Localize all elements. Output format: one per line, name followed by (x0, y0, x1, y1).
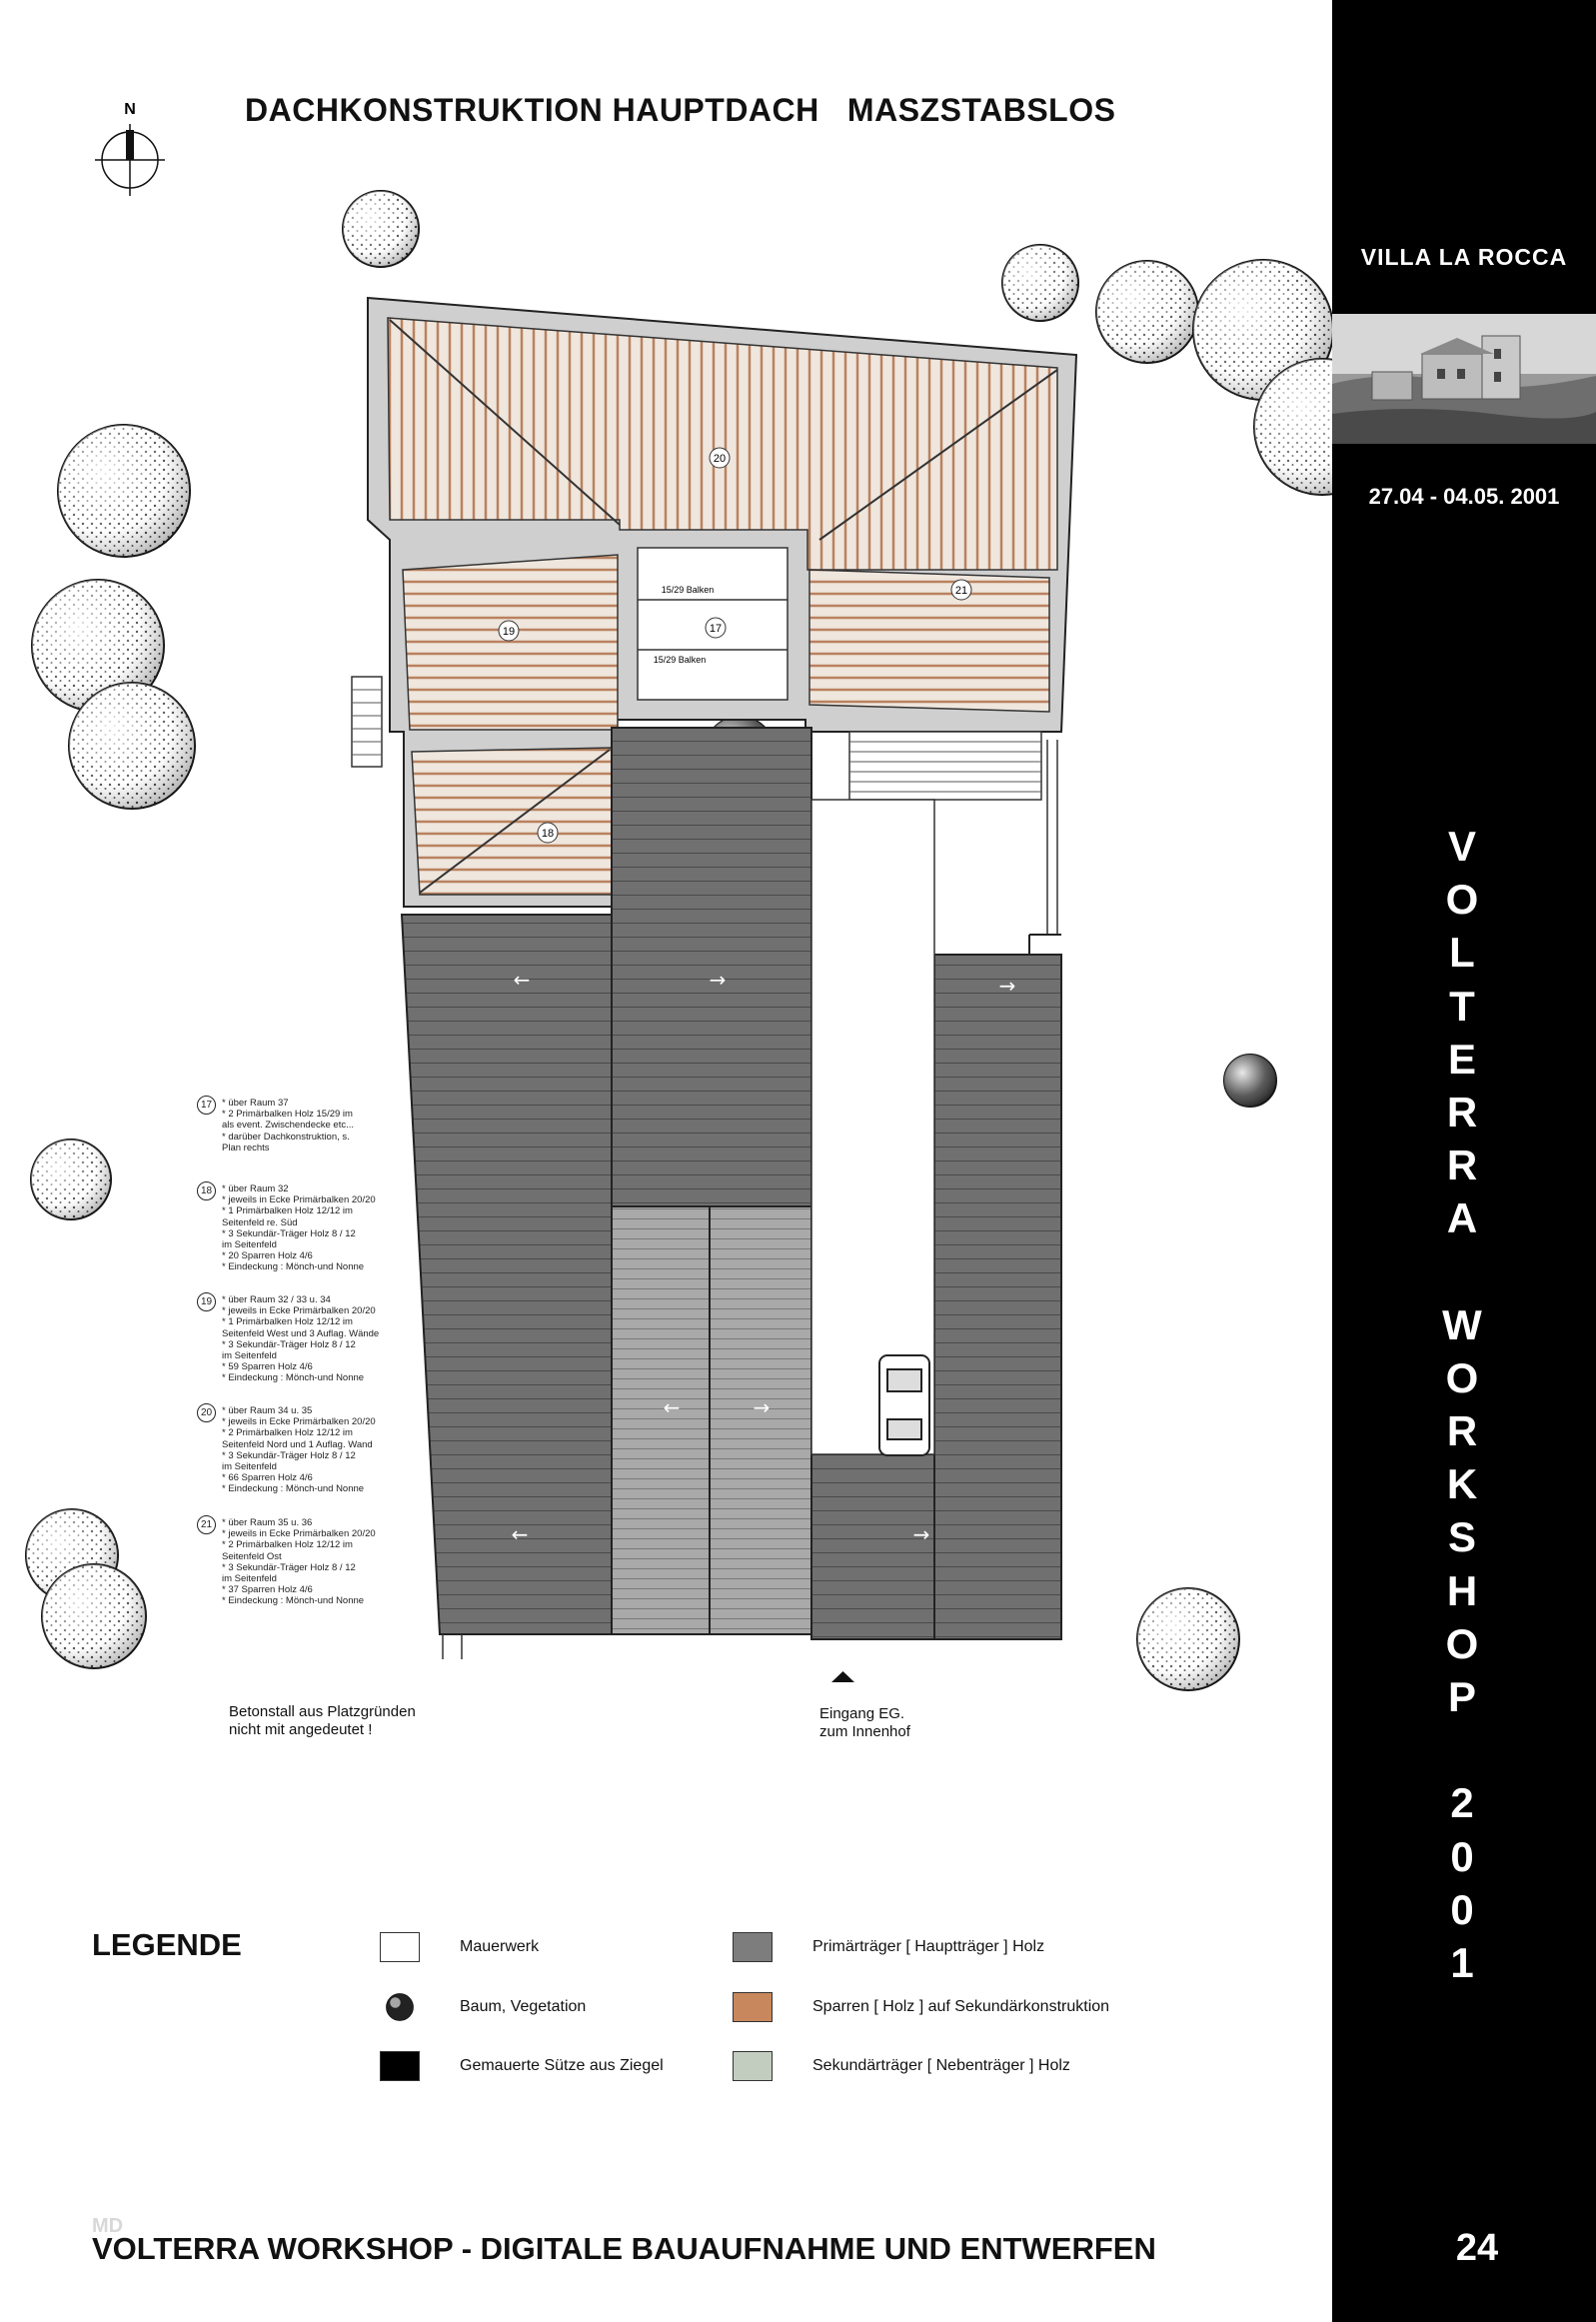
room-number-18: 18 (541, 828, 555, 840)
beam-label: 15/29 Balken (653, 655, 707, 665)
car-icon (879, 1355, 929, 1455)
slope-arrow-icon: → (912, 1522, 930, 1546)
slope-arrow-icon: ← (513, 968, 531, 992)
slope-arrow-icon: ← (511, 1522, 529, 1546)
legend-item-baum: Baum, Vegetation (380, 1992, 586, 2022)
roof-field-21 (809, 570, 1049, 712)
page-title: DACHKONSTRUKTION HAUPTDACH MASZSTABSLOS (245, 92, 1116, 128)
lower-roof-west (402, 915, 612, 1634)
author-initials: MD (92, 2215, 124, 2237)
legend-item-mauerwerk: Mauerwerk (380, 1932, 539, 1962)
roof-field-19 (403, 555, 618, 730)
beam-label: 15/29 Balken (661, 585, 715, 595)
legend-item-stuetze: Gemauerte Sütze aus Ziegel (380, 2051, 664, 2081)
footer-title: VOLTERRA WORKSHOP - DIGITALE BAUAUFNAHME UND ENTWERFEN (92, 2231, 1156, 2266)
lower-roof-center-left (612, 1206, 710, 1634)
villa-photo-icon (1332, 314, 1596, 444)
legend-item-sekundaertraeger: Sekundärträger [ Nebenträger ] Holz (733, 2051, 1070, 2081)
slope-arrow-icon: → (753, 1395, 771, 1419)
slope-arrow-icon: → (998, 974, 1016, 998)
room-number-20: 20 (713, 453, 727, 465)
legend-title: LEGENDE (92, 1927, 242, 1962)
note-18: 18 * über Raum 32 * jeweils in Ecke Primärbalken 20/20 * 1 Primärbalken Holz 12/12 im Seitenfeld re. Süd * 3 Sekundär-Träger Holz 8 / 12 im Seitenfeld * 20 Sparren Holz 4/6 * Eindeckung : Mönch-und Nonne (222, 1183, 376, 1273)
vertical-title: V O L T E R R A W O R K S H O P 2 0 0 1 (1442, 823, 1482, 1986)
legend-item-primaertraeger: Primärträger [ Hauptträger ] Holz (733, 1932, 1044, 1962)
caption-eingang: Eingang EG. zum Innenhof (819, 1705, 910, 1740)
project-name: VILLA LA ROCCA (1360, 244, 1568, 270)
workshop-dates: 27.04 - 04.05. 2001 (1368, 484, 1560, 509)
tree-icon (380, 1992, 420, 2022)
lower-roof-southeast (811, 1454, 934, 1639)
slope-arrow-icon: ← (663, 1395, 681, 1419)
legend-item-sparren: Sparren [ Holz ] auf Sekundärkonstruktion (733, 1992, 1109, 2022)
note-20: 20 * über Raum 34 u. 35 * jeweils in Ecke Primärbalken 20/20 * 2 Primärbalken Holz 12/12 im Seitenfeld Nord und 1 Auflag. Wand * 3 Sekundär-Träger Holz 8 / 12 im Seitenfeld * 66 Sparren Holz 4/6 * Eindeckung : Mönch-und Nonne (222, 1405, 376, 1495)
north-label: N (124, 101, 136, 118)
caption-betonstall: Betonstall aus Platzgründen nicht mit angedeutet ! (229, 1703, 416, 1738)
page-number: 24 (1455, 2227, 1499, 2269)
room-number-21: 21 (954, 585, 968, 597)
lower-roof-east (934, 955, 1061, 1639)
lower-roof-center-right (710, 1206, 811, 1634)
note-21: 21 * über Raum 35 u. 36 * jeweils in Ecke Primärbalken 20/20 * 2 Primärbalken Holz 12/12 im Seitenfeld Ost * 3 Sekundär-Träger Holz 8 / 12 im Seitenfeld * 37 Sparren Holz 4/6 * Eindeckung : Mönch-und Nonne (222, 1517, 376, 1607)
slope-arrow-icon: → (709, 968, 727, 992)
note-19: 19 * über Raum 32 / 33 u. 34 * jeweils in Ecke Primärbalken 20/20 * 1 Primärbalken Holz 12/12 im Seitenfeld West und 3 Auflag. Wände * 3 Sekundär-Träger Holz 8 / 12 im Seitenfeld * 59 Sparren Holz 4/6 * Eindeckung : Mönch-und Nonne (222, 1294, 379, 1384)
room-number-17: 17 (709, 623, 723, 635)
note-17: 17 * über Raum 37 * 2 Primärbalken Holz 15/29 im als event. Zwischendecke etc... * darüber Dachkonstruktion, s. Plan rechts (222, 1098, 354, 1154)
entrance-marker-icon (831, 1671, 854, 1682)
room-number-19: 19 (502, 626, 516, 638)
